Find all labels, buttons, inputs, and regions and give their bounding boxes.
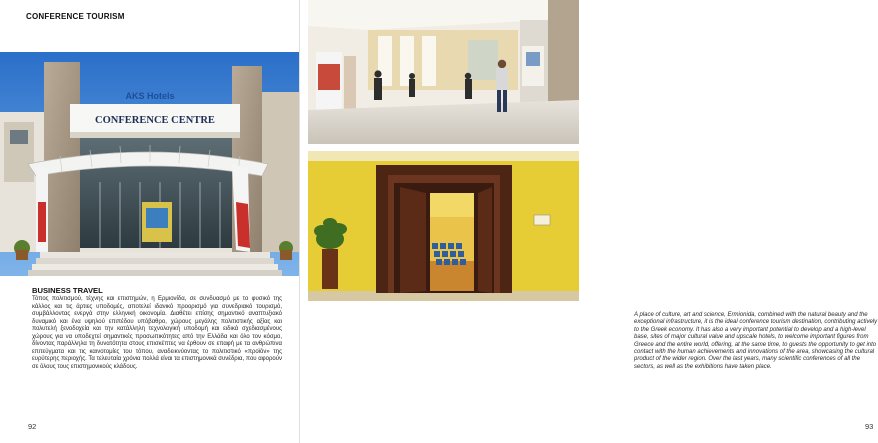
- greek-body-text: Τόπος πολιτισμού, τέχνης και επιστημών, η Ερμιονίδα, σε συνδυασμό με το φυσικό της κάλλος και τις άρτιες υποδομές, αποτελεί ιδανικό προορισμό για συνεδριακό τουρισμό, συμβάλλοντας ενεργά στην ελληνική οικονομία. Διαθέτει επίσης σημαντικό αναπτυξιακό δυναμικό και ένα υψηλού επιπέδου υπόβαθρο, χώρους μεγάλης πολιτιστικής αξίας και πολυτελή ξενοδοχεία και την κατάλληλη τεχνολογική υποδομή και ειδικά σχεδιασμένους χώρους για να υποδεχτεί σημαντικές προσωπικότητες από την Ελλάδα και όλο τον κόσμο, δίνοντας παράλληλα τη δυνατότητα στους επισκέπτες να έρθουν σε επαφή με τα ανθρώπινα επιτεύγματα και τις καινοτομίες του τόπου, αναδεικνύοντας το πολιτιστικό «προϊόν» της ευρύτερης περιοχής. Τα τελευταία χρόνια πολλά είναι τα επιστημονικά συνέδρια, που αφορούν σε όλους τους επιστημονικούς κλάδους.: [32, 296, 282, 370]
- hotel-logo-text: AKS Hotels: [125, 91, 175, 101]
- foyer-illustration: [308, 0, 579, 144]
- conference-hall-illustration: [308, 151, 579, 301]
- conference-centre-photo: [0, 52, 300, 276]
- section-label: CONFERENCE TOURISM: [26, 12, 125, 21]
- page-number-left: 92: [28, 422, 37, 431]
- conference-centre-sign: CONFERENCE CENTRE: [95, 115, 215, 126]
- page-number-right: 93: [865, 422, 874, 431]
- conference-centre-illustration: [0, 52, 300, 276]
- english-body-text: A place of culture, art and science, Ermionida, combined with the natural beauty and the exceptional infrastructure, it is the ideal conference tourism destination, contributing actively to the Greek economy. It has also a very important potential to develop and a high-level base, sites of major cultural value and upscale hotels, to welcome important figures from Greece and the entire world, offering, at the same time, to guests the opportunity to get into contact with the human achievements and innovations of the area, showcasing the cultural product of the wider region. Over the last years, many scientific conferences of all the sectors, as well as the exhibitions have taken place.: [634, 312, 878, 370]
- business-travel-heading: BUSINESS TRAVEL: [32, 286, 103, 295]
- conference-hall-photo: [308, 151, 579, 301]
- foyer-photo: [308, 0, 579, 144]
- right-page: [300, 0, 878, 443]
- left-page: [0, 0, 300, 443]
